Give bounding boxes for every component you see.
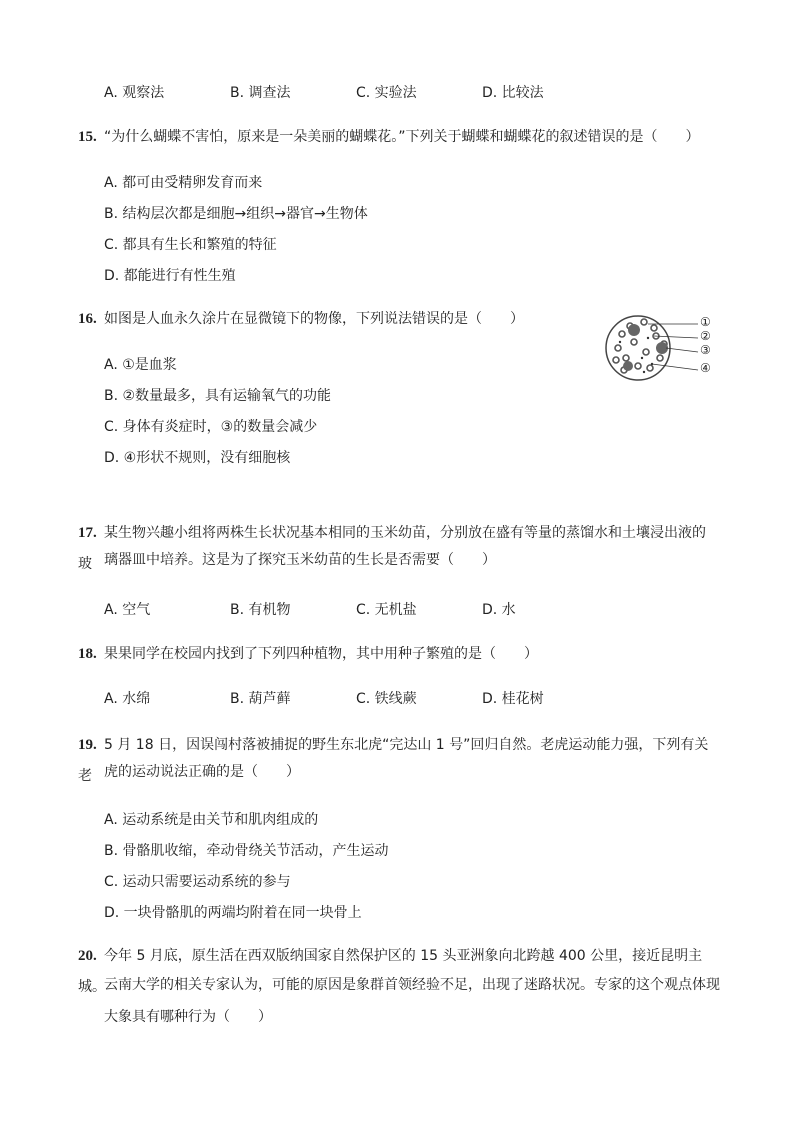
q18-option-c: C. 铁线蕨 bbox=[356, 691, 417, 707]
question-text-line2: 云南大学的相关专家认为，可能的原因是象群首领经验不足，出现了迷路状况。专家的这个观点体现 bbox=[104, 977, 720, 993]
q16-option-a: A. ①是血浆 bbox=[104, 357, 177, 373]
q18-option-d: D. 桂花树 bbox=[482, 691, 544, 707]
figure-label-3: ③ bbox=[700, 343, 711, 357]
question-text: 如图是人血永久涂片在显微镜下的物像，下列说法错误的是（ ） bbox=[104, 311, 524, 327]
question-text: 果果同学在校园内找到了下列四种植物，其中用种子繁殖的是（ ） bbox=[104, 646, 538, 662]
q17-option-d: D. 水 bbox=[482, 602, 516, 618]
q15-option-d: D. 都能进行有性生殖 bbox=[104, 268, 236, 284]
q17-option-b: B. 有机物 bbox=[230, 602, 291, 618]
q19-option-b: B. 骨骼肌收缩，牵动骨绕关节活动，产生运动 bbox=[104, 843, 389, 859]
question-text-line2: 虎的运动说法正确的是（ ） bbox=[104, 764, 300, 780]
q19-option-c: C. 运动只需要运动系统的参与 bbox=[104, 874, 291, 890]
question-text-line3: 大象具有哪种行为（ ） bbox=[104, 1009, 272, 1025]
question-number: 18. bbox=[78, 646, 97, 662]
question-text-line1: 5 月 18 日，因误闯村落被捕捉的野生东北虎“完达山 1 号”回归自然。老虎运动能力强，下列有关老 bbox=[78, 737, 709, 784]
q16-option-b: B. ②数量最多，具有运输氧气的功能 bbox=[104, 388, 332, 404]
question-text: “为什么蝴蝶不害怕，原来是一朵美丽的蝴蝶花。”下列关于蝴蝶和蝴蝶花的叙述错误的是（ ） bbox=[104, 129, 700, 145]
q15-option-a: A. 都可由受精卵发育而来 bbox=[104, 175, 263, 191]
q17-option-a: A. 空气 bbox=[104, 602, 151, 618]
q16-option-d: D. ④形状不规则，没有细胞核 bbox=[104, 450, 291, 466]
q19-option-d: D. 一块骨骼肌的两端均附着在同一块骨上 bbox=[104, 905, 362, 921]
question-number: 15. bbox=[78, 129, 97, 145]
q16-option-c: C. 身体有炎症时，③的数量会减少 bbox=[104, 419, 318, 435]
blood-smear-figure bbox=[604, 308, 722, 388]
q14-option-c: C. 实验法 bbox=[356, 85, 417, 101]
q17-options bbox=[104, 599, 608, 619]
q14-option-a: A. 观察法 bbox=[104, 85, 165, 101]
q18-option-a: A. 水绵 bbox=[104, 691, 151, 707]
question-15 bbox=[78, 122, 718, 153]
q15-option-b: B. 结构层次都是细胞→组织→器官→生物体 bbox=[104, 206, 368, 222]
figure-label-4: ④ bbox=[700, 361, 711, 375]
question-text-line1: 今年 5 月底，原生活在西双版纳国家自然保护区的 15 头亚洲象向北跨越 400 公里，接近昆明主城。 bbox=[78, 948, 703, 995]
q14-option-d: D. 比较法 bbox=[482, 85, 544, 101]
q19-option-a: A. 运动系统是由关节和肌肉组成的 bbox=[104, 812, 319, 828]
q15-option-c: C. 都具有生长和繁殖的特征 bbox=[104, 237, 277, 253]
question-number: 19. bbox=[78, 737, 97, 753]
question-number: 17. bbox=[78, 525, 97, 541]
q17-option-c: C. 无机盐 bbox=[356, 602, 417, 618]
question-number: 16. bbox=[78, 311, 97, 327]
figure-label-2: ② bbox=[700, 329, 711, 343]
question-18 bbox=[78, 639, 718, 670]
question-number: 20. bbox=[78, 948, 97, 964]
q14-option-b: B. 调查法 bbox=[230, 85, 291, 101]
q18-options bbox=[104, 688, 608, 708]
q14-options bbox=[104, 82, 608, 102]
q18-option-b: B. 葫芦藓 bbox=[230, 691, 291, 707]
question-text-line1: 某生物兴趣小组将两株生长状况基本相同的玉米幼苗，分别放在盛有等量的蒸馏水和土壤浸出液的玻 bbox=[78, 525, 706, 572]
figure-label-1: ① bbox=[700, 315, 711, 329]
question-text-line2: 璃器皿中培养。这是为了探究玉米幼苗的生长是否需要（ ） bbox=[104, 552, 496, 568]
